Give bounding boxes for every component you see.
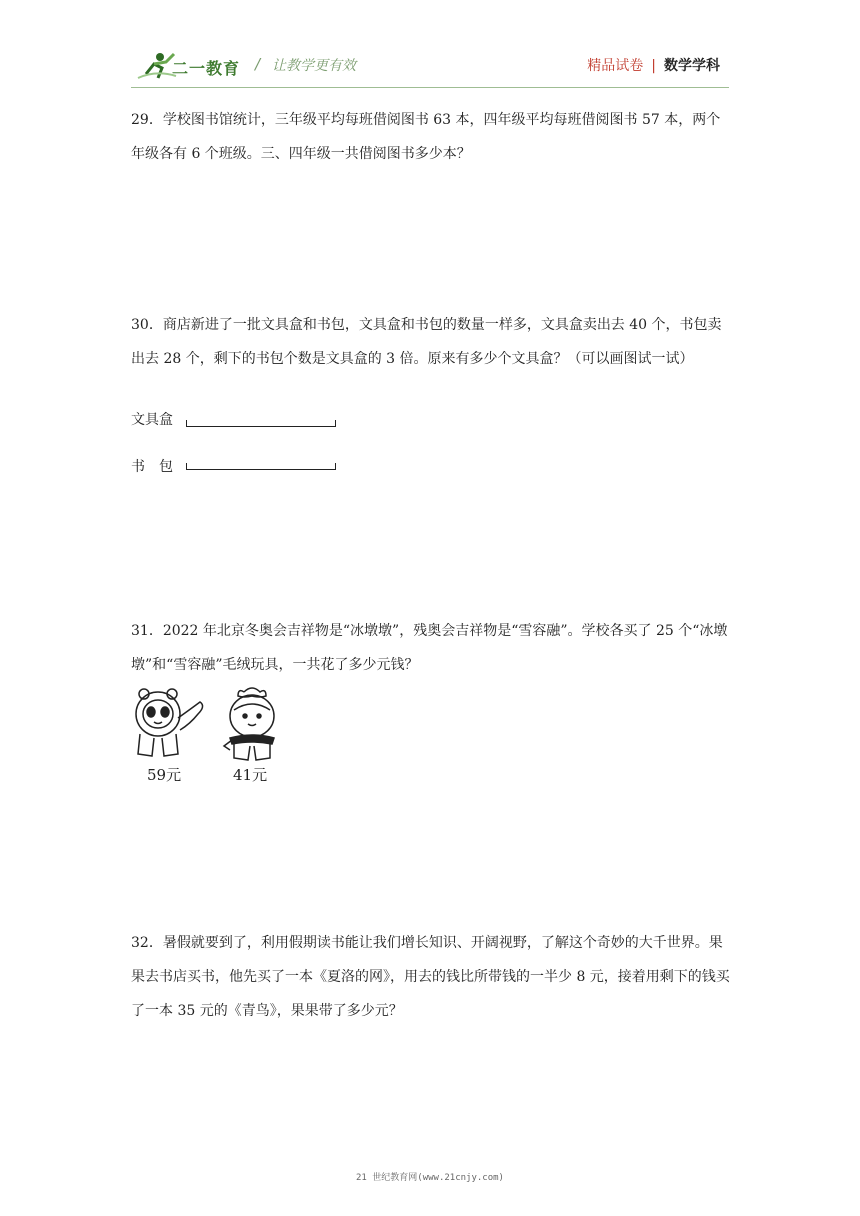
diagram-label-pencil-box: 文具盒 [131,412,173,428]
diagram-segment-schoolbag [186,463,336,470]
question-29: 29．学校图书馆统计，三年级平均每班借阅图书 63 本，四年级平均每班借阅图书 57 本，两个年级各有 6 个班级。三、四年级一共借阅图书多少本？ [131,112,721,162]
tag-separator: | [651,58,656,74]
question-31: 31．2022 年北京冬奥会吉祥物是“冰墩墩”，残奥会吉祥物是“雪容融”。学校各买了 25 个“冰墩墩”和“雪容融”毛绒玩具，一共花了多少元钱？ [131,623,728,673]
question-30: 30．商店新进了一批文具盒和书包，文具盒和书包的数量一样多，文具盒卖出去 40 个，书包卖出去 28 个，剩下的书包个数是文具盒的 3 倍。原来有多少个文具盒？（可以画图试一试） [131,317,722,367]
price-bing-dwen-dwen: 59元 [147,766,182,784]
slogan-slash: / [255,55,261,73]
bing-dwen-dwen-icon [130,684,210,764]
tag-subject: 数学学科 [664,58,720,74]
header-tags [587,55,720,75]
diagram-label-schoolbag: 书 包 [131,459,173,475]
brand-name: 二一教育 [172,59,241,78]
page-header [0,0,860,95]
page-footer: 21 世纪教育网(www.21cnjy.com) [356,1173,504,1183]
diagram-segment-pencil-box [186,420,336,427]
shuey-rhon-rhon-icon [220,684,286,764]
tag-quality-paper: 精品试卷 [587,58,644,74]
slogan: 让教学更有效 [272,58,356,74]
question-32: 32．暑假就要到了，利用假期读书能让我们增长知识、开阔视野，了解这个奇妙的大千世界。果果去书店买书，他先买了一本《夏洛的网》，用去的钱比所带钱的一半少 8 元，接着用剩下的钱买了一本 35 元的《青鸟》，果果带了多少元？ [131,935,730,1019]
header-divider [131,87,729,88]
price-shuey-rhon-rhon: 41元 [233,766,268,784]
